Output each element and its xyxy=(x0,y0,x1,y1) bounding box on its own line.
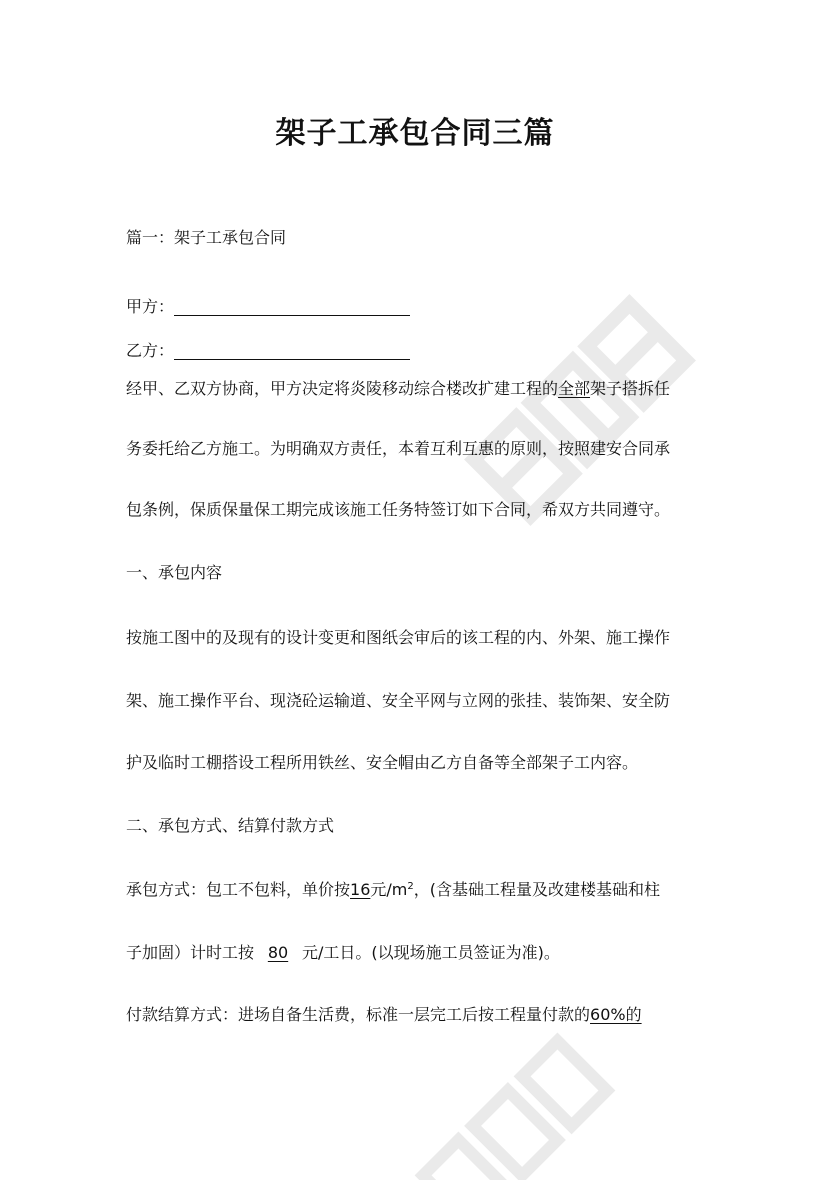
subtitle: 篇一：架子工承包合同 xyxy=(126,228,287,247)
payment-line xyxy=(126,1002,642,1025)
party-a-label: 甲方： xyxy=(126,297,175,316)
party-b-line xyxy=(126,338,410,361)
intro-line-3: 包条例，保质保量保工期完成该施工任务特签订如下合同，希双方共同遵守。 xyxy=(126,500,671,519)
watermark-icon xyxy=(395,1020,635,1180)
unit-label: 元/m xyxy=(370,880,408,899)
intro-text: 架子搭拆任 xyxy=(590,379,671,398)
contract-mode-text: ，(含基础工程量及改建楼基础和柱 xyxy=(413,880,660,899)
party-b-label: 乙方： xyxy=(126,341,175,360)
intro-text: 经甲、乙双方协商，甲方决定将炎陵移动综合楼改扩建工程的 xyxy=(126,379,559,398)
party-b-blank xyxy=(174,341,410,360)
section-1-heading: 一、承包内容 xyxy=(126,563,223,582)
party-a-blank xyxy=(174,297,410,316)
document-title: 架子工承包合同三篇 xyxy=(275,116,555,151)
daily-rate-text: 元/工日。(以现场施工员签证为准)。 xyxy=(302,943,560,962)
section-1-line-3: 护及临时工棚搭设工程所用铁丝、安全帽由乙方自备等全部架子工内容。 xyxy=(126,753,639,772)
unit-superscript: 2 xyxy=(407,881,414,892)
payment-percent: 60%的 xyxy=(590,1005,642,1024)
daily-rate-value: 80 xyxy=(267,943,289,962)
daily-rate-line xyxy=(126,940,560,963)
intro-line-2: 务委托给乙方施工。为明确双方责任，本着互利互惠的原则，按照建安合同承 xyxy=(126,439,671,458)
contract-mode-line xyxy=(126,877,660,900)
payment-text: 付款结算方式：进场自备生活费，标准一层完工后按工程量付款的 xyxy=(126,1005,591,1024)
section-1-line-2: 架、施工操作平台、现浇砼运输道、安全平网与立网的张挂、装饰架、安全防 xyxy=(126,691,671,710)
section-1-line-1: 按施工图中的及现有的设计变更和图纸会审后的该工程的内、外架、施工操作 xyxy=(126,628,671,647)
unit-price-value: 16 xyxy=(350,880,371,899)
contract-mode-text: 承包方式：包工不包料，单价按 xyxy=(126,880,351,899)
section-2-heading: 二、承包方式、结算付款方式 xyxy=(126,816,335,835)
daily-rate-text: 子加固）计时工按 xyxy=(126,943,255,962)
party-a-line xyxy=(126,294,410,317)
intro-line-1 xyxy=(126,376,670,399)
underlined-scope: 全部 xyxy=(558,379,591,398)
